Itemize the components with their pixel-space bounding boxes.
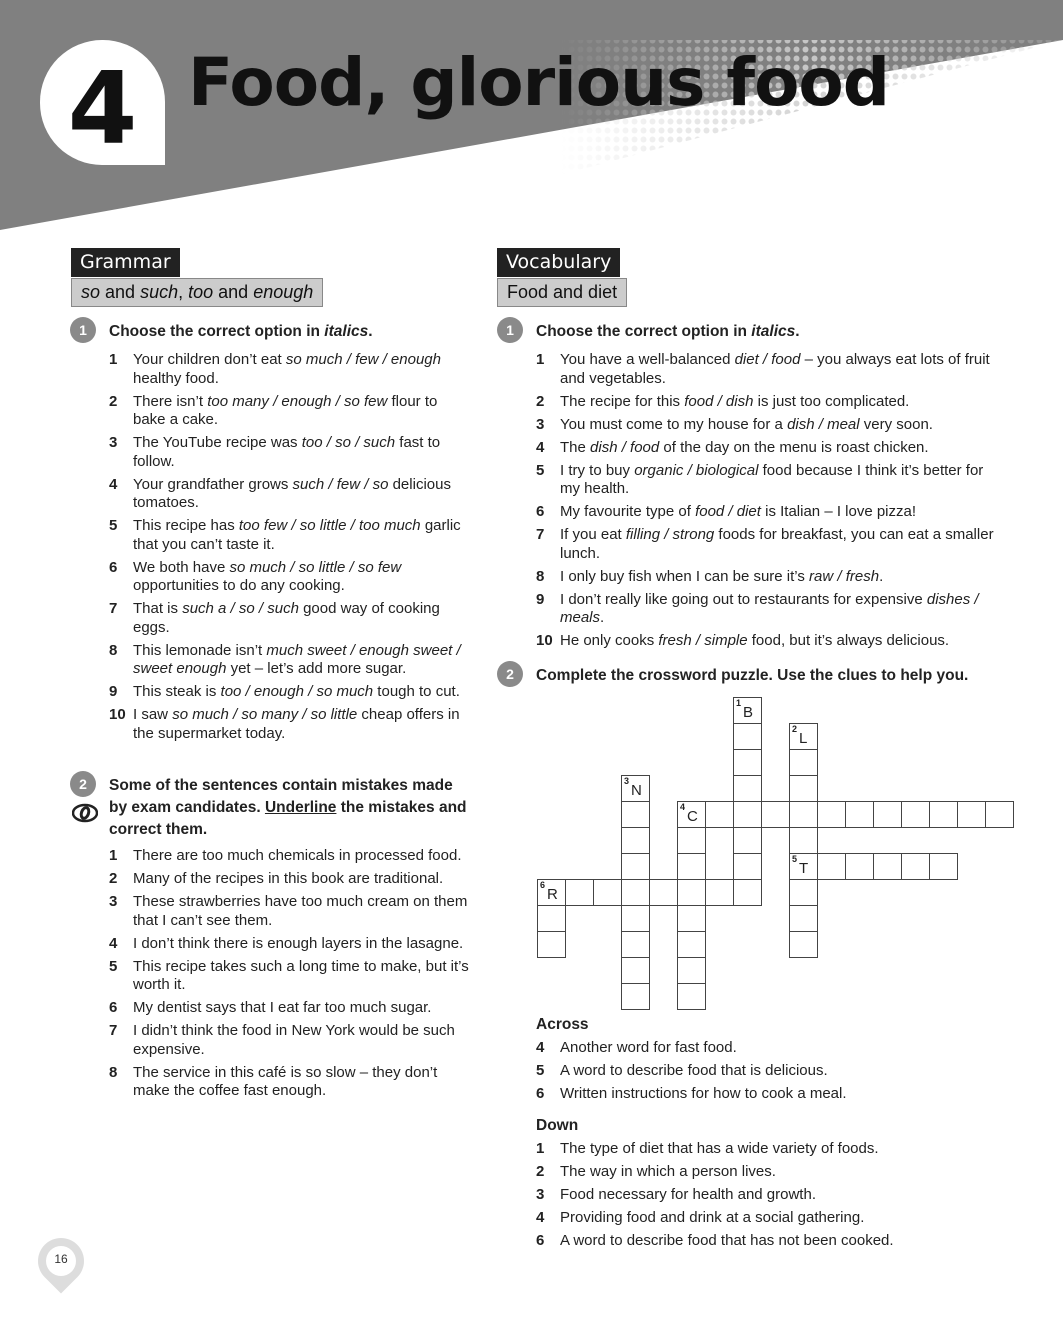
- vocabulary-ex1-list: [536, 351, 996, 655]
- item-number: 7: [109, 1022, 118, 1039]
- exercise-number-badge: 1: [497, 317, 523, 343]
- list-item: [109, 893, 474, 930]
- crossword-cell[interactable]: [929, 801, 958, 828]
- item-text: cheap offers in the supermarket today.: [133, 706, 460, 742]
- page-title: Food, glorious food: [188, 44, 890, 121]
- item-text: The: [560, 438, 591, 456]
- instruction-text: Choose the correct option in: [109, 323, 325, 340]
- list-item: [536, 1062, 996, 1081]
- crossword-cell[interactable]: [705, 879, 734, 906]
- item-text: There are too much chemicals in processed food.: [133, 847, 462, 864]
- item-text: The type of diet that has a wide variety of foods.: [560, 1140, 879, 1157]
- answer-options[interactable]: dish / food: [590, 438, 660, 456]
- list-item: [536, 416, 996, 435]
- item-text: foods for breakfast, you can eat a smaller lunch.: [560, 526, 994, 562]
- answer-options[interactable]: food / dish: [684, 392, 754, 410]
- item-text: I only buy fish when I can be sure it’s: [560, 567, 810, 585]
- item-number: 5: [109, 957, 118, 975]
- item-text: .: [879, 567, 884, 585]
- vocabulary-tab: Vocabulary: [497, 248, 620, 277]
- answer-options[interactable]: too / so / such: [301, 434, 396, 451]
- answer-options[interactable]: so much / so many / so little: [172, 706, 358, 723]
- item-text: of the day on the menu is roast chicken.: [659, 438, 929, 456]
- item-text: He only cooks: [560, 632, 659, 649]
- item-number: 2: [109, 870, 118, 887]
- item-number: 3: [536, 415, 545, 433]
- crossword-cell[interactable]: [789, 827, 818, 854]
- crossword-cell[interactable]: [733, 697, 762, 724]
- crossword-cell[interactable]: [677, 879, 706, 906]
- instruction-underline: Underline: [264, 799, 337, 816]
- crossword-cell[interactable]: [901, 853, 930, 880]
- exercise-number-badge: 2: [497, 661, 523, 687]
- item-number: 3: [536, 1186, 545, 1203]
- item-number: 6: [536, 503, 545, 520]
- item-text: opportunities to do any cooking.: [133, 577, 345, 594]
- crossword-cell[interactable]: [733, 775, 762, 802]
- crossword-cell[interactable]: [677, 983, 706, 1010]
- subtitle-word: such: [140, 282, 179, 302]
- item-number: 3: [109, 434, 118, 451]
- list-item: [536, 1163, 996, 1182]
- answer-options[interactable]: so much / so little / so few: [229, 558, 402, 576]
- list-item: [536, 591, 996, 628]
- answer-options[interactable]: too / enough / so much: [220, 683, 374, 700]
- crossword-cell[interactable]: [789, 801, 818, 828]
- item-number: 9: [536, 590, 545, 608]
- vocabulary-ex2-instruction: Complete the crossword puzzle. Use the clues to help you.: [536, 667, 969, 684]
- exam-mistake-icon: [72, 803, 98, 823]
- answer-options[interactable]: dishes / meals: [560, 590, 979, 626]
- instruction-text: .: [368, 323, 373, 340]
- item-text: My dentist says that I eat far too much sugar.: [133, 999, 432, 1016]
- list-item: [536, 568, 996, 587]
- crossword-cell[interactable]: [817, 853, 846, 880]
- grammar-ex2-list: [109, 847, 474, 1105]
- item-text: This steak is: [133, 683, 221, 700]
- crossword-cell[interactable]: [733, 749, 762, 776]
- list-item: [536, 351, 996, 388]
- crossword-cell[interactable]: [537, 905, 566, 932]
- down-clues: [536, 1140, 996, 1255]
- crossword-cell[interactable]: [789, 853, 818, 880]
- list-item: [109, 706, 474, 743]
- given-letter: B: [743, 704, 754, 721]
- crossword-cell[interactable]: [565, 879, 594, 906]
- crossword-cell[interactable]: [621, 827, 650, 854]
- item-text: The YouTube recipe was: [133, 434, 302, 451]
- list-item: [109, 351, 474, 388]
- list-item: [536, 632, 996, 651]
- item-number: 3: [109, 893, 118, 910]
- item-text: You must come to my house for a: [560, 415, 788, 433]
- answer-options[interactable]: raw / fresh: [809, 567, 880, 585]
- crossword-cell[interactable]: [649, 879, 678, 906]
- item-number: 9: [109, 683, 118, 700]
- clue-number: 5: [792, 854, 798, 864]
- item-text: Your grandfather grows: [133, 475, 293, 493]
- list-item: [536, 503, 996, 522]
- item-text: is Italian – I love pizza!: [760, 503, 917, 520]
- item-text: We both have: [133, 558, 230, 576]
- grammar-ex2-instruction: [109, 775, 474, 841]
- item-text: good way of cooking eggs.: [133, 600, 440, 636]
- answer-options[interactable]: such a / so / such: [182, 600, 299, 617]
- instruction-text: Choose the correct option in: [536, 323, 752, 340]
- list-item: [109, 847, 474, 866]
- answer-options[interactable]: diet / food: [734, 351, 801, 368]
- answer-options[interactable]: food / diet: [695, 503, 761, 520]
- subtitle-text: and: [100, 282, 141, 302]
- item-text: I didn’t think the food in New York would be such expensive.: [133, 1022, 455, 1058]
- item-number: 8: [109, 1063, 118, 1081]
- given-letter: N: [631, 782, 642, 799]
- item-text: fast to follow.: [133, 434, 441, 470]
- item-number: 1: [536, 351, 545, 368]
- across-clues: [536, 1039, 996, 1108]
- instruction-italic: italics: [751, 323, 796, 340]
- item-text: This recipe takes such a long time to make, but it’s worth it.: [133, 957, 469, 993]
- subtitle-word: so: [81, 282, 101, 302]
- answer-options[interactable]: dish / meal: [787, 415, 860, 433]
- answer-options[interactable]: too many / enough / so few: [207, 392, 388, 410]
- item-number: 10: [536, 632, 553, 649]
- crossword-cell[interactable]: [845, 801, 874, 828]
- crossword-cell[interactable]: [677, 801, 706, 828]
- crossword-cell[interactable]: [733, 879, 762, 906]
- instruction-text: Some of the sentences contain mistakes made by exam candidates.: [109, 777, 453, 816]
- crossword-cell[interactable]: [789, 905, 818, 932]
- list-item: [109, 1064, 474, 1101]
- list-item: [109, 958, 474, 995]
- exercise-number-badge: 2: [70, 771, 96, 797]
- instruction-italic: italics: [324, 323, 369, 340]
- answer-options[interactable]: such / few / so: [292, 475, 389, 493]
- crossword-cell[interactable]: [621, 931, 650, 958]
- item-text: food because I think it’s better for my health.: [560, 461, 984, 497]
- item-text: yet – let’s add more sugar.: [226, 660, 407, 677]
- crossword-cell[interactable]: [733, 853, 762, 880]
- item-number: 7: [109, 600, 118, 617]
- item-text: My favourite type of: [560, 503, 696, 520]
- crossword-cell[interactable]: [705, 801, 734, 828]
- item-text: – you always eat lots of fruit and vegetables.: [560, 351, 990, 387]
- item-number: 4: [536, 1039, 545, 1056]
- item-number: 4: [536, 1209, 545, 1226]
- unit-badge: [40, 40, 165, 165]
- down-heading: Down: [536, 1117, 579, 1134]
- list-item: [536, 1209, 996, 1228]
- item-text: If you eat: [560, 526, 626, 543]
- given-letter: R: [547, 886, 558, 903]
- across-heading: Across: [536, 1016, 589, 1033]
- vocabulary-subtitle: Food and diet: [497, 278, 627, 307]
- vocabulary-ex1-instruction: [536, 321, 996, 343]
- item-number: 2: [536, 392, 545, 410]
- list-item: [536, 439, 996, 458]
- clue-number: 4: [680, 802, 686, 812]
- list-item: [536, 393, 996, 412]
- given-letter: T: [799, 860, 809, 877]
- crossword-cell[interactable]: [789, 749, 818, 776]
- subtitle-text: and: [213, 282, 254, 302]
- list-item: [109, 476, 474, 513]
- subtitle-word: enough: [253, 282, 314, 302]
- item-number: 6: [536, 1085, 545, 1102]
- clue-number: 6: [540, 880, 546, 890]
- crossword-cell[interactable]: [901, 801, 930, 828]
- list-item: [109, 434, 474, 471]
- crossword-cell[interactable]: [733, 723, 762, 750]
- exercise-number-badge: 1: [70, 317, 96, 343]
- list-item: [109, 600, 474, 637]
- list-item: [536, 1039, 996, 1058]
- item-text: flour to bake a cake.: [133, 392, 438, 428]
- item-number: 5: [536, 461, 545, 479]
- item-number: 5: [536, 1062, 545, 1079]
- list-item: [109, 870, 474, 889]
- item-text: I don’t really like going out to restaurants for expensive: [560, 590, 927, 608]
- crossword-cell[interactable]: [621, 957, 650, 984]
- crossword-cell[interactable]: [621, 853, 650, 880]
- item-text: The recipe for this: [560, 392, 685, 410]
- item-number: 2: [536, 1163, 545, 1180]
- crossword-cell[interactable]: [677, 957, 706, 984]
- unit-number: 4: [67, 50, 138, 167]
- answer-options[interactable]: much sweet / enough sweet / sweet enough: [133, 641, 461, 677]
- list-item: [109, 999, 474, 1018]
- crossword-cell[interactable]: [621, 983, 650, 1010]
- list-item: [536, 1232, 996, 1251]
- item-text: I try to buy: [560, 461, 635, 479]
- crossword-cell[interactable]: [845, 853, 874, 880]
- item-text: Many of the recipes in this book are traditional.: [133, 870, 444, 887]
- given-letter: L: [799, 730, 808, 747]
- item-number: 10: [109, 706, 126, 723]
- item-number: 5: [109, 517, 118, 534]
- list-item: [109, 393, 474, 430]
- answer-options[interactable]: organic / biological: [634, 461, 759, 479]
- item-number: 6: [109, 999, 118, 1016]
- given-letter: C: [687, 808, 698, 825]
- subtitle-text: ,: [178, 282, 189, 302]
- item-number: 1: [109, 847, 118, 864]
- crossword-cell[interactable]: [733, 801, 762, 828]
- crossword-cell[interactable]: [677, 931, 706, 958]
- crossword-cell[interactable]: [621, 905, 650, 932]
- page-number: 16: [54, 1252, 68, 1266]
- item-number: 6: [536, 1232, 545, 1249]
- grammar-ex1-instruction: [109, 321, 469, 343]
- crossword-cell[interactable]: [621, 801, 650, 828]
- item-text: You have a well-balanced: [560, 351, 735, 368]
- item-text: Your children don’t eat: [133, 351, 286, 368]
- crossword-cell[interactable]: [873, 801, 902, 828]
- item-text: food, but it’s always delicious.: [747, 632, 950, 649]
- crossword-cell[interactable]: [789, 879, 818, 906]
- clue-number: 1: [736, 698, 742, 708]
- crossword-cell[interactable]: [761, 801, 790, 828]
- crossword-cell[interactable]: [677, 853, 706, 880]
- item-text: delicious tomatoes.: [133, 475, 451, 511]
- list-item: [536, 526, 996, 563]
- item-text: A word to describe food that is delicious.: [560, 1062, 828, 1079]
- list-item: [536, 1085, 996, 1104]
- list-item: [536, 1140, 996, 1159]
- item-text: Food necessary for health and growth.: [560, 1186, 816, 1203]
- list-item: [109, 1022, 474, 1059]
- answer-options[interactable]: fresh / simple: [658, 632, 748, 649]
- item-text: I saw: [133, 706, 173, 723]
- list-item: [536, 462, 996, 499]
- item-number: 8: [109, 641, 118, 659]
- item-number: 7: [536, 526, 545, 543]
- item-number: 1: [536, 1140, 545, 1157]
- answer-options[interactable]: too few / so little / too much: [238, 517, 421, 534]
- item-text: is just too complicated.: [753, 392, 910, 410]
- clue-number: 3: [624, 776, 630, 786]
- item-text: healthy food.: [133, 369, 219, 387]
- item-text: This lemonade isn’t: [133, 641, 267, 659]
- item-text: Written instructions for how to cook a meal.: [560, 1085, 847, 1102]
- item-number: 4: [109, 934, 118, 952]
- crossword-cell[interactable]: [733, 827, 762, 854]
- item-number: 4: [109, 475, 118, 493]
- crossword-cell[interactable]: [593, 879, 622, 906]
- crossword-cell[interactable]: [621, 775, 650, 802]
- subtitle-word: too: [188, 282, 214, 302]
- crossword-cell[interactable]: [621, 879, 650, 906]
- crossword-cell[interactable]: [537, 931, 566, 958]
- crossword-cell[interactable]: [677, 905, 706, 932]
- list-item: [109, 517, 474, 554]
- list-item: [109, 935, 474, 954]
- item-text: very soon.: [859, 415, 933, 433]
- instruction-text: .: [795, 323, 800, 340]
- crossword-cell[interactable]: [817, 801, 846, 828]
- grammar-subtitle: [71, 278, 323, 307]
- instruction-text: the mistakes and correct them.: [109, 799, 467, 838]
- crossword-cell[interactable]: [789, 931, 818, 958]
- grammar-ex1-list: [109, 351, 474, 748]
- item-text: That is: [133, 600, 183, 617]
- crossword-cell[interactable]: [537, 879, 566, 906]
- item-number: 6: [109, 558, 118, 576]
- crossword-cell[interactable]: [873, 853, 902, 880]
- item-text: This recipe has: [133, 517, 239, 534]
- list-item: [536, 1186, 996, 1205]
- crossword-cell[interactable]: [789, 723, 818, 750]
- list-item: [109, 683, 474, 702]
- item-number: 8: [536, 567, 545, 585]
- item-text: tough to cut.: [373, 683, 460, 700]
- crossword-cell[interactable]: [985, 801, 1014, 828]
- crossword-cell[interactable]: [677, 827, 706, 854]
- item-text: Providing food and drink at a social gathering.: [560, 1209, 865, 1226]
- list-item: [109, 559, 474, 596]
- item-text: A word to describe food that has not been cooked.: [560, 1232, 894, 1249]
- item-number: 1: [109, 351, 118, 368]
- item-number: 4: [536, 438, 545, 456]
- item-text: .: [600, 609, 605, 626]
- crossword-cell[interactable]: [929, 853, 958, 880]
- item-number: 2: [109, 392, 118, 410]
- item-text: I don’t think there is enough layers in the lasagne.: [133, 934, 464, 952]
- item-text: garlic that you can’t taste it.: [133, 517, 461, 553]
- item-text: The service in this café is so slow – they don’t make the coffee fast enough.: [133, 1063, 438, 1099]
- clue-number: 2: [792, 724, 798, 734]
- list-item: [109, 642, 474, 679]
- crossword-cell[interactable]: [957, 801, 986, 828]
- item-text: There isn’t: [133, 392, 208, 410]
- crossword-cell[interactable]: [789, 775, 818, 802]
- item-text: These strawberries have too much cream on them that I can’t see them.: [133, 893, 468, 929]
- item-text: The way in which a person lives.: [560, 1163, 776, 1180]
- item-text: Another word for fast food.: [560, 1039, 737, 1056]
- answer-options[interactable]: so much / few / enough: [285, 351, 441, 368]
- answer-options[interactable]: filling / strong: [625, 526, 715, 543]
- grammar-tab: Grammar: [71, 248, 180, 277]
